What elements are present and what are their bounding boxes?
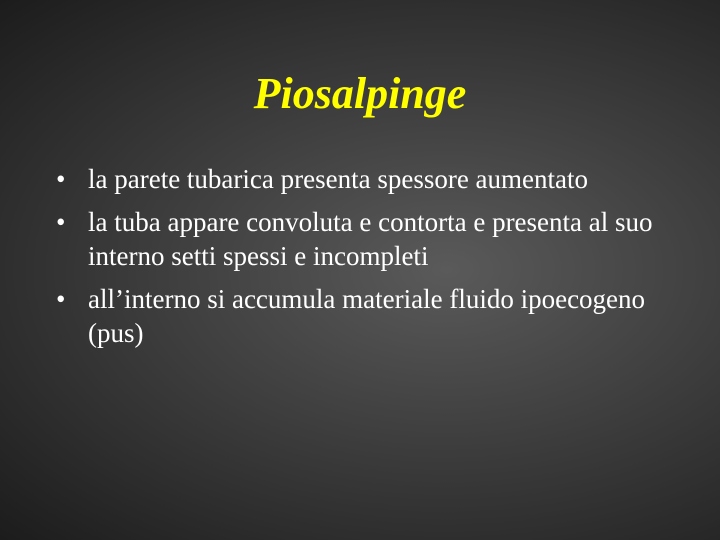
bullet-icon: • [56, 284, 66, 314]
bullet-icon: • [56, 207, 66, 237]
bullet-text: la tuba appare convoluta e contorta e presenta al suo interno setti spessi e incompleti [88, 207, 653, 271]
bullet-text: la parete tubarica presenta spessore aumentato [88, 164, 589, 194]
bullet-item [56, 205, 676, 273]
bullet-icon: • [56, 164, 66, 194]
bullet-list [56, 162, 676, 359]
bullet-item [56, 162, 676, 196]
bullet-item [56, 282, 676, 350]
bullet-text: all’interno si accumula materiale fluido ipoecogeno (pus) [88, 284, 646, 348]
slide-title: Piosalpinge [253, 69, 467, 118]
